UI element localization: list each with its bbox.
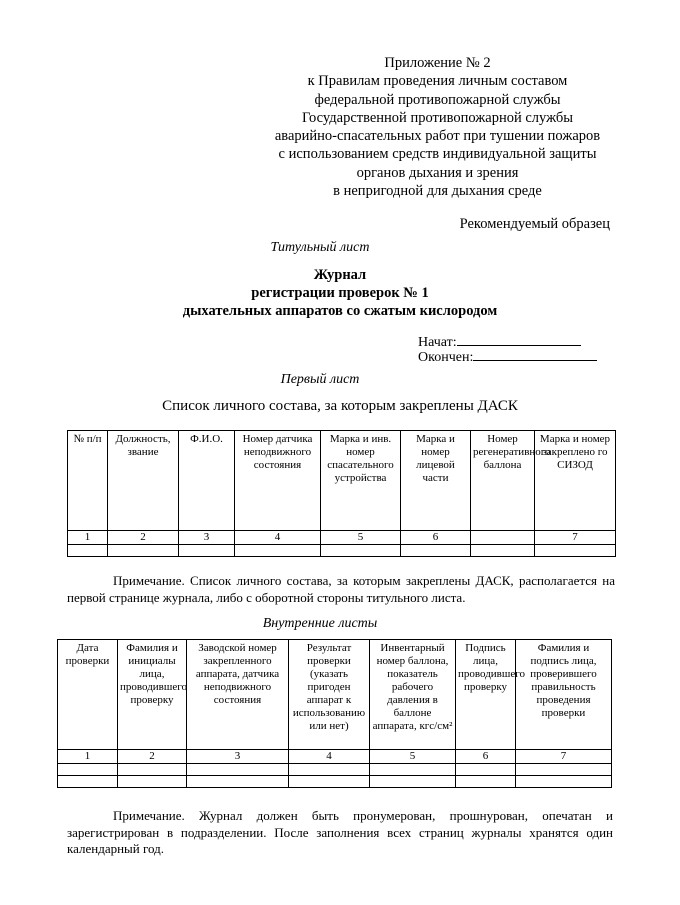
checks-table (57, 639, 612, 788)
appendix-line: Приложение № 2 (384, 55, 491, 71)
table-cell (118, 776, 187, 788)
inner-sheets-note (67, 808, 613, 858)
table-header-cell: Инвентарный номер баллона, показатель рабочего давления в баллоне аппарата, кгс/см² (370, 640, 456, 750)
table-cell (456, 764, 516, 776)
table-number-cell: 7 (535, 531, 616, 545)
table-header-cell: Фамилия и подпись лица, проверившего правильность проведения проверки (516, 640, 612, 750)
table-header-cell: Дата проверки (58, 640, 118, 750)
table-cell (471, 545, 535, 557)
started-label: Начат: (418, 335, 457, 350)
finished-blank-line (473, 348, 597, 361)
table-number-cell: 6 (456, 750, 516, 764)
table-cell (456, 776, 516, 788)
table-number-cell: 4 (235, 531, 321, 545)
table-row (68, 545, 616, 557)
table-number-row (68, 531, 616, 545)
table-header-cell: Марка и номер лицевой части (401, 431, 471, 531)
table-cell (370, 764, 456, 776)
journal-title: Журнал (313, 267, 367, 283)
table-number-cell: 3 (187, 750, 289, 764)
table-number-cell: 2 (118, 750, 187, 764)
table-header-cell: Фамилия и инициалы лица, проводившего проверку (118, 640, 187, 750)
appendix-line: с использованием средств индивидуальной защиты (278, 146, 597, 163)
personnel-table (67, 430, 616, 557)
note-text: Примечание. Список личного состава, за которым закреплены ДАСК, располагается на первой странице журнала, либо с оборотной стороны титульного листа. (67, 573, 615, 605)
table-cell (235, 545, 321, 557)
table-number-cell: 6 (401, 531, 471, 545)
first-sheet-label: Первый лист (280, 372, 360, 387)
table-header-cell: Заводской номер закрепленного аппарата, датчика неподвижного состояния (187, 640, 289, 750)
appendix-line: аварийно-спасательных работ при тушении пожаров (274, 128, 601, 145)
table-header-cell: Результат проверки (указать пригоден аппарат к использованию или нет) (289, 640, 370, 750)
table-cell (289, 776, 370, 788)
table-header-cell: Должность, звание (108, 431, 179, 531)
table-number-cell: 1 (68, 531, 108, 545)
table-number-cell: 5 (321, 531, 401, 545)
journal-subtitle: регистрации проверок № 1 (251, 285, 429, 301)
appendix-header (255, 54, 620, 200)
table-cell (187, 776, 289, 788)
table-cell (535, 545, 616, 557)
note-text: Примечание. Журнал должен быть пронумерован, прошнурован, опечатан и зарегистрирован в подразделении. После заполнения всех страниц журналы хранятся один календарный год. (67, 808, 613, 856)
table-header-row (68, 431, 616, 531)
finished-label: Окончен: (418, 350, 474, 365)
table-number-cell: 2 (108, 531, 179, 545)
table-cell (58, 776, 118, 788)
table-cell (187, 764, 289, 776)
table-header-cell: № п/п (68, 431, 108, 531)
table-cell (516, 764, 612, 776)
personnel-list-title: Список личного состава, за которым закреплены ДАСК (162, 398, 518, 414)
table-number-cell: 5 (370, 750, 456, 764)
table-header-cell: Марка и номер закреплено го СИЗОД (535, 431, 616, 531)
table-header-cell: Ф.И.О. (179, 431, 235, 531)
table-row (58, 764, 612, 776)
table-number-cell: 1 (58, 750, 118, 764)
appendix-line: в непригодной для дыхания среде (333, 183, 542, 200)
table-row (58, 776, 612, 788)
appendix-line: федеральной противопожарной службы (314, 91, 561, 108)
table-number-cell: 4 (289, 750, 370, 764)
table-cell (179, 545, 235, 557)
table-number-row (58, 750, 612, 764)
table-number-cell: 7 (516, 750, 612, 764)
first-sheet-note (67, 573, 615, 606)
table-header-row (58, 640, 612, 750)
finished-field (418, 348, 597, 366)
appendix-line: к Правилам проведения личным составом (307, 73, 568, 90)
table-cell (68, 545, 108, 557)
table-cell (108, 545, 179, 557)
table-cell (118, 764, 187, 776)
table-cell (401, 545, 471, 557)
table-cell (58, 764, 118, 776)
table-header-cell: Номер датчика неподвижного состояния (235, 431, 321, 531)
table-cell (289, 764, 370, 776)
journal-subtitle-2: дыхательных аппаратов со сжатым кислородом (182, 303, 498, 319)
appendix-line: Государственной противопожарной службы (301, 109, 574, 126)
title-page-label: Титульный лист (270, 240, 370, 255)
table-header-cell: Номер регенеративного баллона (471, 431, 535, 531)
table-number-cell (471, 531, 535, 545)
inner-sheets-label: Внутренние листы (262, 616, 378, 631)
recommended-sample-label: Рекомендуемый образец (459, 216, 610, 232)
started-blank-line (457, 333, 581, 346)
table-cell (321, 545, 401, 557)
table-number-cell: 3 (179, 531, 235, 545)
table-header-cell: Марка и инв. номер спасательного устройства (321, 431, 401, 531)
table-header-cell: Подпись лица, проводившего проверку (456, 640, 516, 750)
table-cell (516, 776, 612, 788)
table-cell (370, 776, 456, 788)
appendix-line: органов дыхания и зрения (356, 164, 519, 181)
